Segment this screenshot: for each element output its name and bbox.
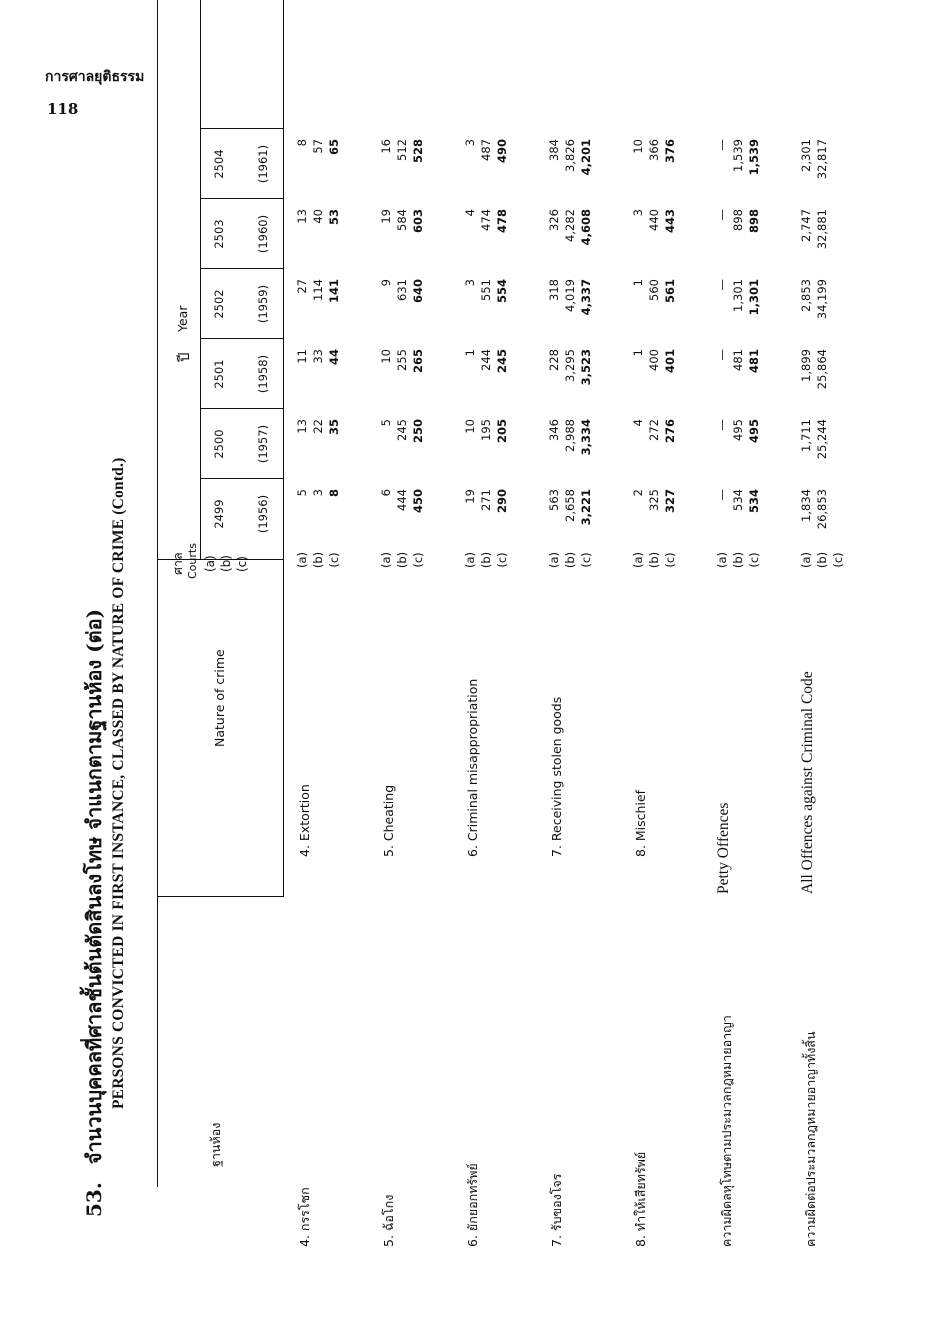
year-label: Year [175, 305, 190, 332]
court-code: (b) [395, 551, 409, 569]
court-code-header-b: (b) [219, 555, 233, 572]
cell-value: 141 [327, 279, 341, 304]
cell-value: 5 [295, 489, 309, 497]
cell-value: 245 [395, 419, 409, 441]
court-code: (c) [579, 552, 593, 568]
table-title-thai-text: จำนวนบุคคลที่ศาลชั้นต้นตัดสินลงโทษ จำแนกตามฐานห้อง (ต่อ) [82, 608, 106, 1165]
cell-value: 3 [631, 209, 645, 217]
cell-value: 487 [479, 139, 493, 161]
cell-value: 195 [479, 419, 493, 441]
cell-value: 32,817 [815, 139, 829, 180]
cell-value: 10 [379, 349, 393, 364]
cell-value: 898 [731, 209, 745, 231]
court-code: (a) [547, 551, 561, 569]
cell-value: 376 [663, 139, 677, 164]
cell-value: 401 [663, 349, 677, 374]
court-code: (a) [379, 551, 393, 569]
cell-value: 8 [327, 489, 341, 498]
header-rule [283, 0, 284, 897]
cell-value: 554 [495, 279, 509, 304]
column-header-thai: ฐานห้อง [208, 1122, 223, 1167]
court-code: (c) [747, 552, 761, 568]
cell-value: 250 [411, 419, 425, 444]
cell-value: 10 [631, 139, 645, 154]
year-2499: 2499 [212, 499, 226, 529]
cell-value: 4,019 [563, 279, 577, 312]
cell-value: 16 [379, 139, 393, 154]
row-label-thai: ความผิดลหุโทษตามประมวลกฎหมายอาญา [719, 1015, 734, 1247]
year-label-thai: ปี [175, 352, 193, 362]
cell-value: 512 [395, 139, 409, 161]
year-1956: (1956) [256, 494, 270, 534]
cell-value: 22 [311, 419, 325, 434]
court-code: (b) [563, 551, 577, 569]
cell-value: 33 [311, 349, 325, 364]
cell-value: 44 [327, 349, 341, 366]
cell-value: 9 [379, 279, 393, 287]
header-divider-1 [157, 896, 283, 897]
cell-value: 3,523 [579, 349, 593, 386]
cell-value: 245 [495, 349, 509, 374]
cell-value: 2,853 [799, 279, 813, 312]
cell-value: 603 [411, 209, 425, 234]
table-title-thai [78, 609, 110, 1217]
cell-value: 3 [311, 489, 325, 497]
year-2502: 2502 [212, 289, 226, 319]
table-number: 53. [82, 1182, 106, 1217]
cell-value: — [715, 419, 729, 431]
row-label-english: 7. Receiving stolen goods [549, 696, 564, 857]
cell-value: 4 [631, 419, 645, 427]
cell-value: 326 [547, 209, 561, 231]
cell-value: 551 [479, 279, 493, 301]
cell-value: 13 [295, 209, 309, 224]
cell-value: 490 [495, 139, 509, 164]
cell-value: — [715, 279, 729, 291]
court-code: (a) [295, 551, 309, 569]
top-rule [157, 0, 158, 1187]
cell-value: 255 [395, 349, 409, 371]
cell-value: 2,747 [799, 209, 813, 242]
cell-value: 450 [411, 489, 425, 514]
cell-value: 440 [647, 209, 661, 231]
cell-value: 271 [479, 489, 493, 511]
cell-value: 1,539 [747, 139, 761, 176]
row-label-thai: 4. กรรโชก [297, 1187, 312, 1247]
year-1959: (1959) [256, 284, 270, 324]
cell-value: 34,199 [815, 279, 829, 320]
cell-value: 25,864 [815, 349, 829, 390]
cell-value: 272 [647, 419, 661, 441]
year-rule [200, 0, 201, 560]
cell-value: 1 [631, 279, 645, 287]
cell-value: 2,658 [563, 489, 577, 522]
court-code: (b) [479, 551, 493, 569]
court-code: (c) [831, 552, 845, 568]
row-label-thai: 8. ทำให้เสียทรัพย์ [633, 1151, 648, 1247]
court-code-header-a: (a) [203, 555, 217, 572]
court-code: (c) [663, 552, 677, 568]
cell-value: 114 [311, 279, 325, 301]
cell-value: 2,301 [799, 139, 813, 172]
cell-value: 6 [379, 489, 393, 497]
cell-value: 561 [663, 279, 677, 304]
year-1958: (1958) [256, 354, 270, 394]
court-code: (c) [411, 552, 425, 568]
cell-value: 5 [379, 419, 393, 427]
cell-value: 528 [411, 139, 425, 164]
row-label-english: 8. Mischief [633, 789, 648, 857]
cell-value: 25,244 [815, 419, 829, 460]
cell-value: 563 [547, 489, 561, 511]
cell-value: 1,301 [731, 279, 745, 312]
year-1960: (1960) [256, 214, 270, 254]
cell-value: 327 [663, 489, 677, 514]
table-title-english: PERSONS CONVICTED IN FIRST INSTANCE, CLASSED BY NATURE OF CRIME (Contd.) [110, 457, 127, 1109]
court-code: (a) [715, 551, 729, 569]
cell-value: 8 [295, 139, 309, 147]
cell-value: 384 [547, 139, 561, 161]
cell-value: 1,301 [747, 279, 761, 316]
cell-value: 631 [395, 279, 409, 301]
court-code: (a) [631, 551, 645, 569]
cell-value: 3 [463, 139, 477, 147]
court-code: (b) [647, 551, 661, 569]
row-label-english: Petty Offences [715, 802, 732, 894]
running-title: การศาลยุติธรรม [45, 69, 145, 85]
row-label-english: 4. Extortion [297, 784, 312, 857]
year-2503: 2503 [212, 219, 226, 249]
cell-value: — [715, 209, 729, 221]
cell-value: 325 [647, 489, 661, 511]
year-1961: (1961) [256, 144, 270, 184]
cell-value: 474 [479, 209, 493, 231]
cell-value: 1 [463, 349, 477, 357]
cell-value: 3,295 [563, 349, 577, 382]
row-label-thai: 6. ยักยอกทรัพย์ [465, 1163, 480, 1247]
cell-value: 2,988 [563, 419, 577, 452]
court-code: (b) [311, 551, 325, 569]
cell-value: 228 [547, 349, 561, 371]
cell-value: 32,881 [815, 209, 829, 250]
cell-value: 1 [631, 349, 645, 357]
cell-value: 4,201 [579, 139, 593, 176]
cell-value: 4,608 [579, 209, 593, 246]
cell-value: 534 [731, 489, 745, 511]
cell-value: 444 [395, 489, 409, 511]
cell-value: 4,282 [563, 209, 577, 242]
row-label-thai: 7. รับของโจร [549, 1173, 564, 1247]
cell-value: 1,899 [799, 349, 813, 382]
column-header-nature: Nature of crime [212, 649, 227, 747]
cell-value: 35 [327, 419, 341, 436]
cell-value: 481 [747, 349, 761, 374]
cell-value: 11 [295, 349, 309, 364]
cell-value: 346 [547, 419, 561, 441]
cell-value: 400 [647, 349, 661, 371]
row-label-english: 5. Cheating [381, 784, 396, 857]
column-header-courts: Courts [186, 543, 199, 579]
cell-value: 481 [731, 349, 745, 371]
cell-value: 1,834 [799, 489, 813, 522]
cell-value: 3,221 [579, 489, 593, 526]
row-label-english: All Offences against Criminal Code [799, 671, 816, 894]
year-2504: 2504 [212, 149, 226, 179]
cell-value: 1,539 [731, 139, 745, 172]
cell-value: — [715, 489, 729, 501]
cell-value: 1,711 [799, 419, 813, 452]
cell-value: — [715, 349, 729, 361]
court-code: (b) [731, 551, 745, 569]
court-code: (a) [799, 551, 813, 569]
cell-value: 26,853 [815, 489, 829, 530]
cell-value: 443 [663, 209, 677, 234]
cell-value: 3,334 [579, 419, 593, 456]
cell-value: 53 [327, 209, 341, 226]
cell-value: 40 [311, 209, 325, 224]
cell-value: 290 [495, 489, 509, 514]
column-header-court-thai: ศาล [170, 552, 185, 575]
row-label-thai: 5. ฉ้อโกง [381, 1194, 396, 1247]
cell-value: 205 [495, 419, 509, 444]
court-code: (a) [463, 551, 477, 569]
cell-value: 366 [647, 139, 661, 161]
cell-value: 57 [311, 139, 325, 154]
court-code: (c) [327, 552, 341, 568]
year-1957: (1957) [256, 424, 270, 464]
cell-value: 4,337 [579, 279, 593, 316]
cell-value: 27 [295, 279, 309, 294]
cell-value: 898 [747, 209, 761, 234]
cell-value: 3,826 [563, 139, 577, 172]
cell-value: — [715, 139, 729, 151]
year-2501: 2501 [212, 359, 226, 389]
cell-value: 4 [463, 209, 477, 217]
cell-value: 495 [731, 419, 745, 441]
row-label-thai: ความผิดต่อประมวลกฎหมายอาญาทั้งสิ้น [803, 1031, 818, 1247]
cell-value: 276 [663, 419, 677, 444]
cell-value: 478 [495, 209, 509, 234]
cell-value: 318 [547, 279, 561, 301]
row-label-english: 6. Criminal misappropriation [465, 678, 480, 857]
court-code: (b) [815, 551, 829, 569]
cell-value: 19 [379, 209, 393, 224]
cell-value: 10 [463, 419, 477, 434]
cell-value: 534 [747, 489, 761, 514]
cell-value: 495 [747, 419, 761, 444]
cell-value: 560 [647, 279, 661, 301]
cell-value: 265 [411, 349, 425, 374]
cell-value: 244 [479, 349, 493, 371]
year-2500: 2500 [212, 429, 226, 459]
cell-value: 584 [395, 209, 409, 231]
cell-value: 3 [463, 279, 477, 287]
cell-value: 13 [295, 419, 309, 434]
page-number: 118 [47, 100, 79, 118]
cell-value: 640 [411, 279, 425, 304]
cell-value: 2 [631, 489, 645, 497]
court-code-header-c: (c) [235, 556, 249, 572]
court-code: (c) [495, 552, 509, 568]
cell-value: 65 [327, 139, 341, 156]
cell-value: 19 [463, 489, 477, 504]
